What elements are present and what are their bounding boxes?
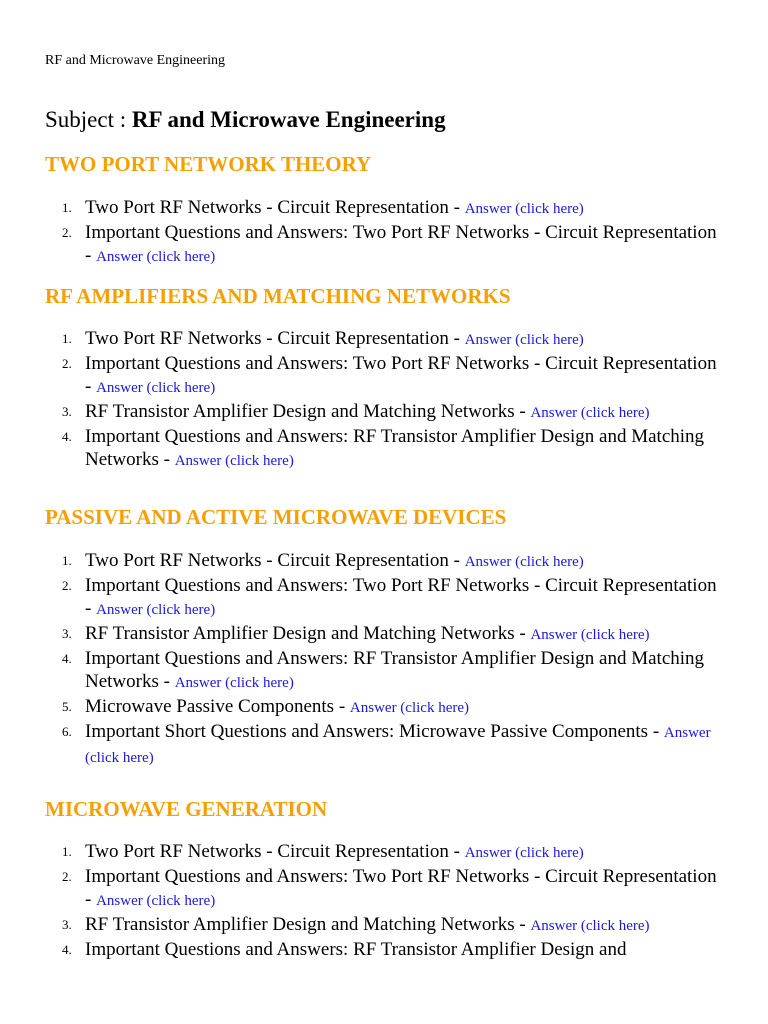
list-item <box>0 913 768 938</box>
answer-link[interactable]: Answer (click here) <box>174 675 294 691</box>
item-text: Two Port RF Networks - Circuit Representation - <box>85 328 465 349</box>
section-heading: TWO PORT NETWORK THEORY <box>45 152 372 176</box>
subject-name: RF and Microwave Engineering <box>131 107 446 132</box>
item-number: 2. <box>62 225 72 240</box>
item-text: RF Transistor Amplifier Design and Matching Networks - <box>85 623 531 644</box>
item-number: 3. <box>62 917 72 932</box>
answer-link[interactable]: Answer (click here) <box>530 918 650 934</box>
item-number: 4. <box>62 942 72 957</box>
list-item <box>0 938 768 961</box>
item-text: Important Questions and Answers: Two Port RF Networks - Circuit Representation - <box>85 575 717 619</box>
item-text: Two Port RF Networks - Circuit Representation - <box>85 550 465 571</box>
answer-link[interactable]: Answer (click here) <box>464 201 584 217</box>
list-item <box>0 425 768 473</box>
item-text: Two Port RF Networks - Circuit Representation - <box>85 841 465 862</box>
item-text: RF Transistor Amplifier Design and Matching Networks - <box>85 914 531 935</box>
item-text: RF Transistor Amplifier Design and Matching Networks - <box>85 401 531 422</box>
list-item <box>0 865 768 913</box>
item-number: 1. <box>62 844 72 859</box>
list-item <box>0 196 768 221</box>
item-number: 2. <box>62 578 72 593</box>
section-list <box>0 549 768 770</box>
section-heading: MICROWAVE GENERATION <box>45 797 328 821</box>
item-number: 2. <box>62 869 72 884</box>
item-number: 2. <box>62 356 72 371</box>
item-text: Important Questions and Answers: Two Port RF Networks - Circuit Representation - <box>85 353 717 397</box>
list-item <box>0 840 768 865</box>
list-item <box>0 327 768 352</box>
answer-link[interactable]: Answer (click here) <box>174 453 294 469</box>
item-text: Important Questions and Answers: RF Transistor Amplifier Design and Matching Networks - <box>85 648 705 692</box>
section-list <box>0 196 768 269</box>
answer-link[interactable]: Answer (click here) <box>85 725 711 766</box>
list-item <box>0 574 768 622</box>
section-list <box>0 840 768 961</box>
list-item <box>0 622 768 647</box>
answer-link[interactable]: Answer (click here) <box>96 380 216 396</box>
subject-prefix: Subject : <box>45 107 132 132</box>
item-text: Important Questions and Answers: Two Port RF Networks - Circuit Representation - <box>85 222 717 266</box>
item-text: Important Questions and Answers: RF Transistor Amplifier Design and <box>85 939 627 960</box>
list-item <box>0 695 768 720</box>
item-number: 4. <box>62 429 72 444</box>
section-heading: RF AMPLIFIERS AND MATCHING NETWORKS <box>45 284 511 308</box>
list-item <box>0 549 768 574</box>
item-number: 6. <box>62 724 72 739</box>
list-item <box>0 221 768 269</box>
item-text: Important Questions and Answers: RF Transistor Amplifier Design and Matching Networks - <box>85 426 705 470</box>
item-text: Two Port RF Networks - Circuit Representation - <box>85 197 465 218</box>
answer-link[interactable]: Answer (click here) <box>464 332 584 348</box>
answer-link[interactable]: Answer (click here) <box>464 845 584 861</box>
section-list <box>0 327 768 473</box>
list-item <box>0 647 768 695</box>
item-number: 3. <box>62 404 72 419</box>
item-number: 5. <box>62 699 72 714</box>
answer-link[interactable]: Answer (click here) <box>96 249 216 265</box>
page-header-title: RF and Microwave Engineering <box>45 53 226 68</box>
list-item <box>0 400 768 425</box>
subject-line <box>45 106 446 134</box>
answer-link[interactable]: Answer (click here) <box>464 554 584 570</box>
item-number: 4. <box>62 651 72 666</box>
answer-link[interactable]: Answer (click here) <box>96 893 216 909</box>
item-text: Important Short Questions and Answers: Microwave Passive Components - <box>85 721 664 742</box>
answer-link[interactable]: Answer (click here) <box>530 405 650 421</box>
item-number: 1. <box>62 331 72 346</box>
section-heading: PASSIVE AND ACTIVE MICROWAVE DEVICES <box>45 505 507 529</box>
list-item <box>0 352 768 400</box>
item-text: Important Questions and Answers: Two Port RF Networks - Circuit Representation - <box>85 866 717 910</box>
list-item <box>0 720 768 770</box>
answer-link[interactable]: Answer (click here) <box>349 700 470 716</box>
item-number: 1. <box>62 553 72 568</box>
item-text: Microwave Passive Components - <box>85 696 350 717</box>
answer-link[interactable]: Answer (click here) <box>96 602 216 618</box>
answer-link[interactable]: Answer (click here) <box>530 627 650 643</box>
item-number: 3. <box>62 626 72 641</box>
item-number: 1. <box>62 200 72 215</box>
